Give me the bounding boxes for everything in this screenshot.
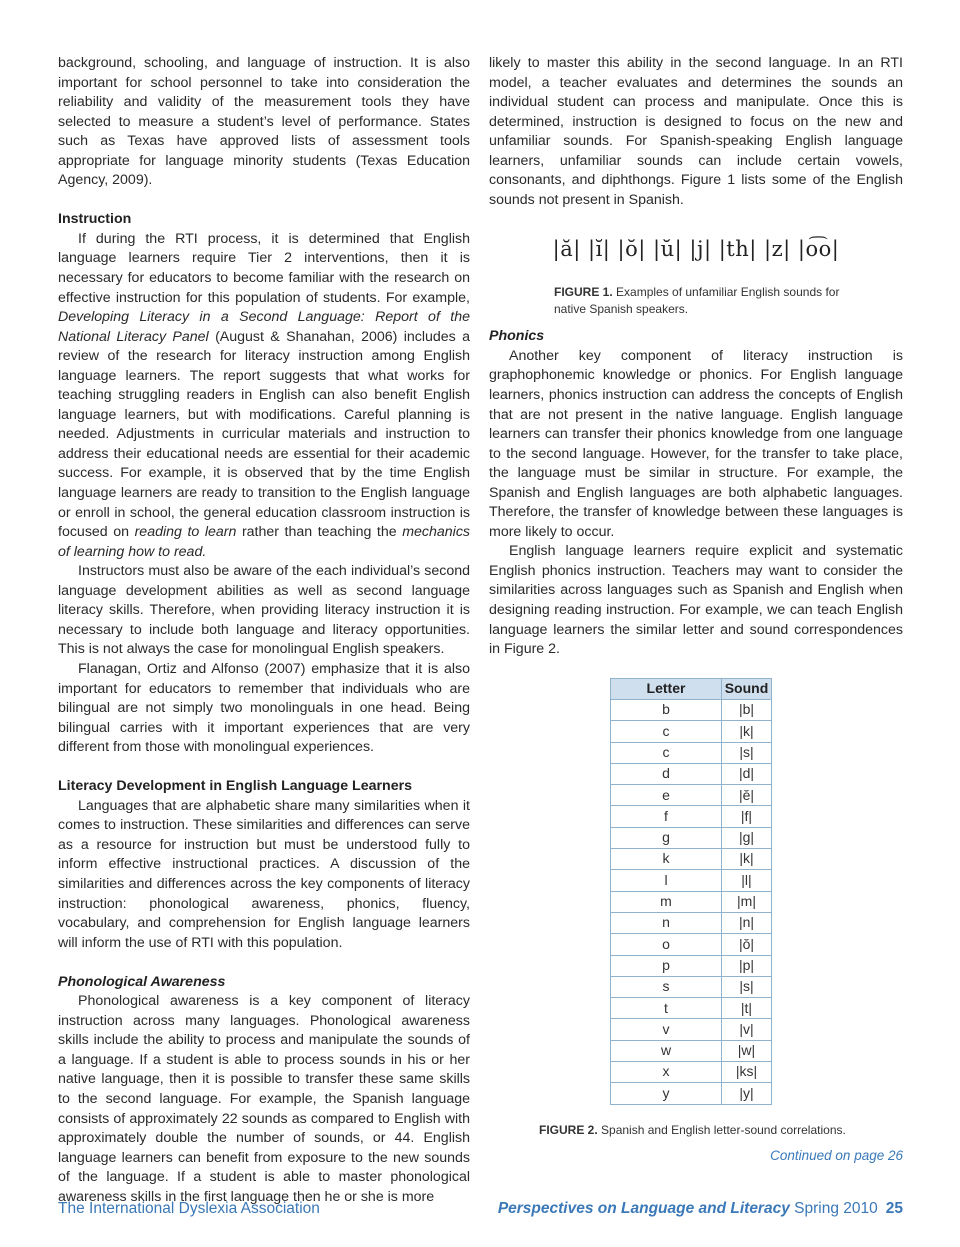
- table-row: [611, 699, 772, 720]
- letter-cell: o: [611, 934, 722, 955]
- table-row: [611, 742, 772, 763]
- section-heading-literacy-development: Literacy Development in English Language Learners: [58, 778, 412, 795]
- sound-cell: |p|: [722, 955, 772, 976]
- table-row: [611, 827, 772, 848]
- continued-note: Continued on page 26: [770, 1148, 903, 1164]
- sound-cell: |m|: [722, 891, 772, 912]
- issue: Spring 2010: [789, 1200, 878, 1217]
- table-row: [611, 955, 772, 976]
- footer-organization: The International Dyslexia Association: [58, 1200, 320, 1217]
- paragraph: If during the RTI process, it is determined that English language learners require Tier 2 interventions, then it is necessary for educators to become familiar with the research on effective instruction for this population of students. For example, Developing Literacy in a Second Language: Report of the National Literacy Panel (August & Shanahan, 2006) includes a review of the research for literacy instruction among English language learners. The report suggests that what works for teaching struggling readers in English can also benefit English language learners, but with modifications. Careful planning is needed. Adjustments in curricular materials and instruction to address their educational needs are essential for their academic success. For example, it is observed that by the time English language learners are ready to transition to the English language or enroll in school, the general education classroom instruction is focused on reading to learn rather than teaching the mechanics of learning how to read.: [58, 230, 471, 560]
- paragraph: English language learners require explicit and systematic English phonics instruction. Teachers may want to consider the similarities across languages such as Spanish and English when designing reading instruction. For example, we can teach English language learners the similar letter and sound correspondences in Figure 2.: [489, 543, 903, 658]
- page-number: 25: [885, 1200, 903, 1217]
- section-heading-instruction: Instruction: [58, 211, 132, 228]
- letter-cell: n: [611, 912, 722, 933]
- paragraph: Another key component of literacy instruction is graphophonemic knowledge or phonics. For English language learners, phonics instruction can address the concepts of English that are not present in the native language. English language learners can transfer their phonics knowledge from one language to the second language. However, for the transfer to take place, the language must be similar in structure. For example, the Spanish and English languages are both alphabetic languages. Therefore, the transfer of knowledge between these languages is more likely to occur.: [489, 347, 903, 540]
- sound-cell: |l|: [722, 870, 772, 891]
- letter-cell: l: [611, 870, 722, 891]
- letter-cell: e: [611, 785, 722, 806]
- letter-cell: g: [611, 827, 722, 848]
- letter-cell: b: [611, 699, 722, 720]
- table-row: [611, 1083, 772, 1104]
- journal-title: Perspectives on Language and Literacy: [497, 1200, 790, 1217]
- right-column: [489, 54, 903, 1166]
- sound-cell: |g|: [722, 827, 772, 848]
- letter-cell: f: [611, 806, 722, 827]
- letter-cell: s: [611, 976, 722, 997]
- table-row: [611, 785, 772, 806]
- paragraph: likely to master this ability in the second language. In an RTI model, a teacher evaluates and determines the sounds an individual student can process and manipulate. Once this is determined, instruction is designed to focus on the new and unfamiliar sounds. For Spanish-speaking English language learners, unfamiliar sounds can include certain vowels, consonants, and diphthongs. Figure 1 lists some of the English sounds not present in Spanish.: [489, 55, 903, 208]
- sound-cell: |k|: [722, 849, 772, 870]
- sound-cell: |w|: [722, 1040, 772, 1061]
- letter-cell: t: [611, 998, 722, 1019]
- table-row: [611, 912, 772, 933]
- sound-cell: |b|: [722, 699, 772, 720]
- table-row: [611, 998, 772, 1019]
- table-row: [611, 1019, 772, 1040]
- table-row: [611, 763, 772, 784]
- table-row: [611, 806, 772, 827]
- sound-cell: |k|: [722, 721, 772, 742]
- letter-cell: y: [611, 1083, 722, 1104]
- paragraph: Flanagan, Ortiz and Alfonso (2007) emphasize that it is also important for educators to remember that individuals who are bilingual are not simply two monolinguals in one head. Being bilingual carries with it important experiences that are very different from those with monolingual experiences.: [58, 660, 470, 756]
- letter-cell: c: [611, 721, 722, 742]
- sound-cell: |v|: [722, 1019, 772, 1040]
- paragraph: Languages that are alphabetic share many similarities when it comes to instruction. These similarities and differences can serve as a resource for instruction but must be understood fully to inform effective instructional practices. A discussion of the similarities and differences across the key components of literacy instruction: phonological awareness, phonics, fluency, vocabulary, and comprehension for English language learners will inform the use of RTI with this population.: [58, 797, 470, 951]
- table-row: [611, 870, 772, 891]
- table-row: [611, 721, 772, 742]
- sound-cell: |s|: [722, 976, 772, 997]
- sound-cell: |f|: [722, 806, 772, 827]
- sound-cell: |ĕ|: [722, 785, 772, 806]
- letter-cell: v: [611, 1019, 722, 1040]
- table-row: [611, 976, 772, 997]
- letter-sound-table: [610, 678, 772, 1105]
- figure-1-caption: FIGURE 1. Examples of unfamiliar English sounds for native Spanish speakers.: [554, 285, 840, 316]
- sound-cell: |y|: [722, 1083, 772, 1104]
- letter-cell: m: [611, 891, 722, 912]
- sound-cell: |t|: [722, 998, 772, 1019]
- table-header-letter: Letter: [611, 678, 722, 699]
- section-heading-phonics: Phonics: [489, 328, 545, 345]
- sound-cell: |ŏ|: [722, 934, 772, 955]
- footer-journal: [498, 1200, 903, 1218]
- figure-1-sounds: |ă| |ĭ| |ŏ| |ŭ| |j| |th| |z| |o͡o|: [552, 237, 840, 262]
- table-row: [611, 1062, 772, 1083]
- letter-cell: p: [611, 955, 722, 976]
- figure-2-caption: FIGURE 2. Spanish and English letter-sound correlations.: [539, 1122, 846, 1137]
- report-title: Developing Literacy in a Second Language: Report of the National Literacy Panel: [58, 309, 470, 345]
- table-row: [611, 934, 772, 955]
- table-header-sound: Sound: [722, 678, 772, 699]
- sound-cell: |n|: [722, 912, 772, 933]
- paragraph: background, schooling, and language of instruction. It is also important for school personnel to take into consideration the reliability and validity of the measurement tools they have selected to measure a student’s level of performance. States such as Texas have approved lists of assessment tools appropriate for language minority students (Texas Education Agency, 2009).: [58, 55, 470, 189]
- sound-cell: |d|: [722, 763, 772, 784]
- paragraph: Instructors must also be aware of the each individual’s second language development abilities as well as second language literacy skills. Therefore, when providing literacy instruction it is necessary to include both language and literacy opportunities. This is not always the case for monolingual English speakers.: [58, 563, 470, 658]
- letter-cell: w: [611, 1040, 722, 1061]
- section-heading-phonological-awareness: Phonological Awareness: [58, 973, 226, 990]
- table-row: [611, 849, 772, 870]
- sound-cell: |ks|: [722, 1062, 772, 1083]
- table-row: [611, 1040, 772, 1061]
- letter-cell: k: [611, 849, 722, 870]
- table-row: [611, 891, 772, 912]
- letter-cell: d: [611, 763, 722, 784]
- letter-cell: x: [611, 1062, 722, 1083]
- left-column: [58, 54, 470, 1207]
- letter-cell: c: [611, 742, 722, 763]
- paragraph: Phonological awareness is a key component of literacy instruction across many languages. Phonological awareness skills include the ability to process and manipulate the sounds of a language. If a student is able to process sounds in his or her native language, then it is possible to transfer these same skills to the second language. For example, the Spanish language consists of approximately 22 sounds as compared to English with approximately double the number of sounds, or 44. English language learners can benefit from exposure to the new sounds of the language. If a student is able to master phonological awareness skills in the first language then he or she is more: [58, 993, 470, 1205]
- sound-cell: |s|: [722, 742, 772, 763]
